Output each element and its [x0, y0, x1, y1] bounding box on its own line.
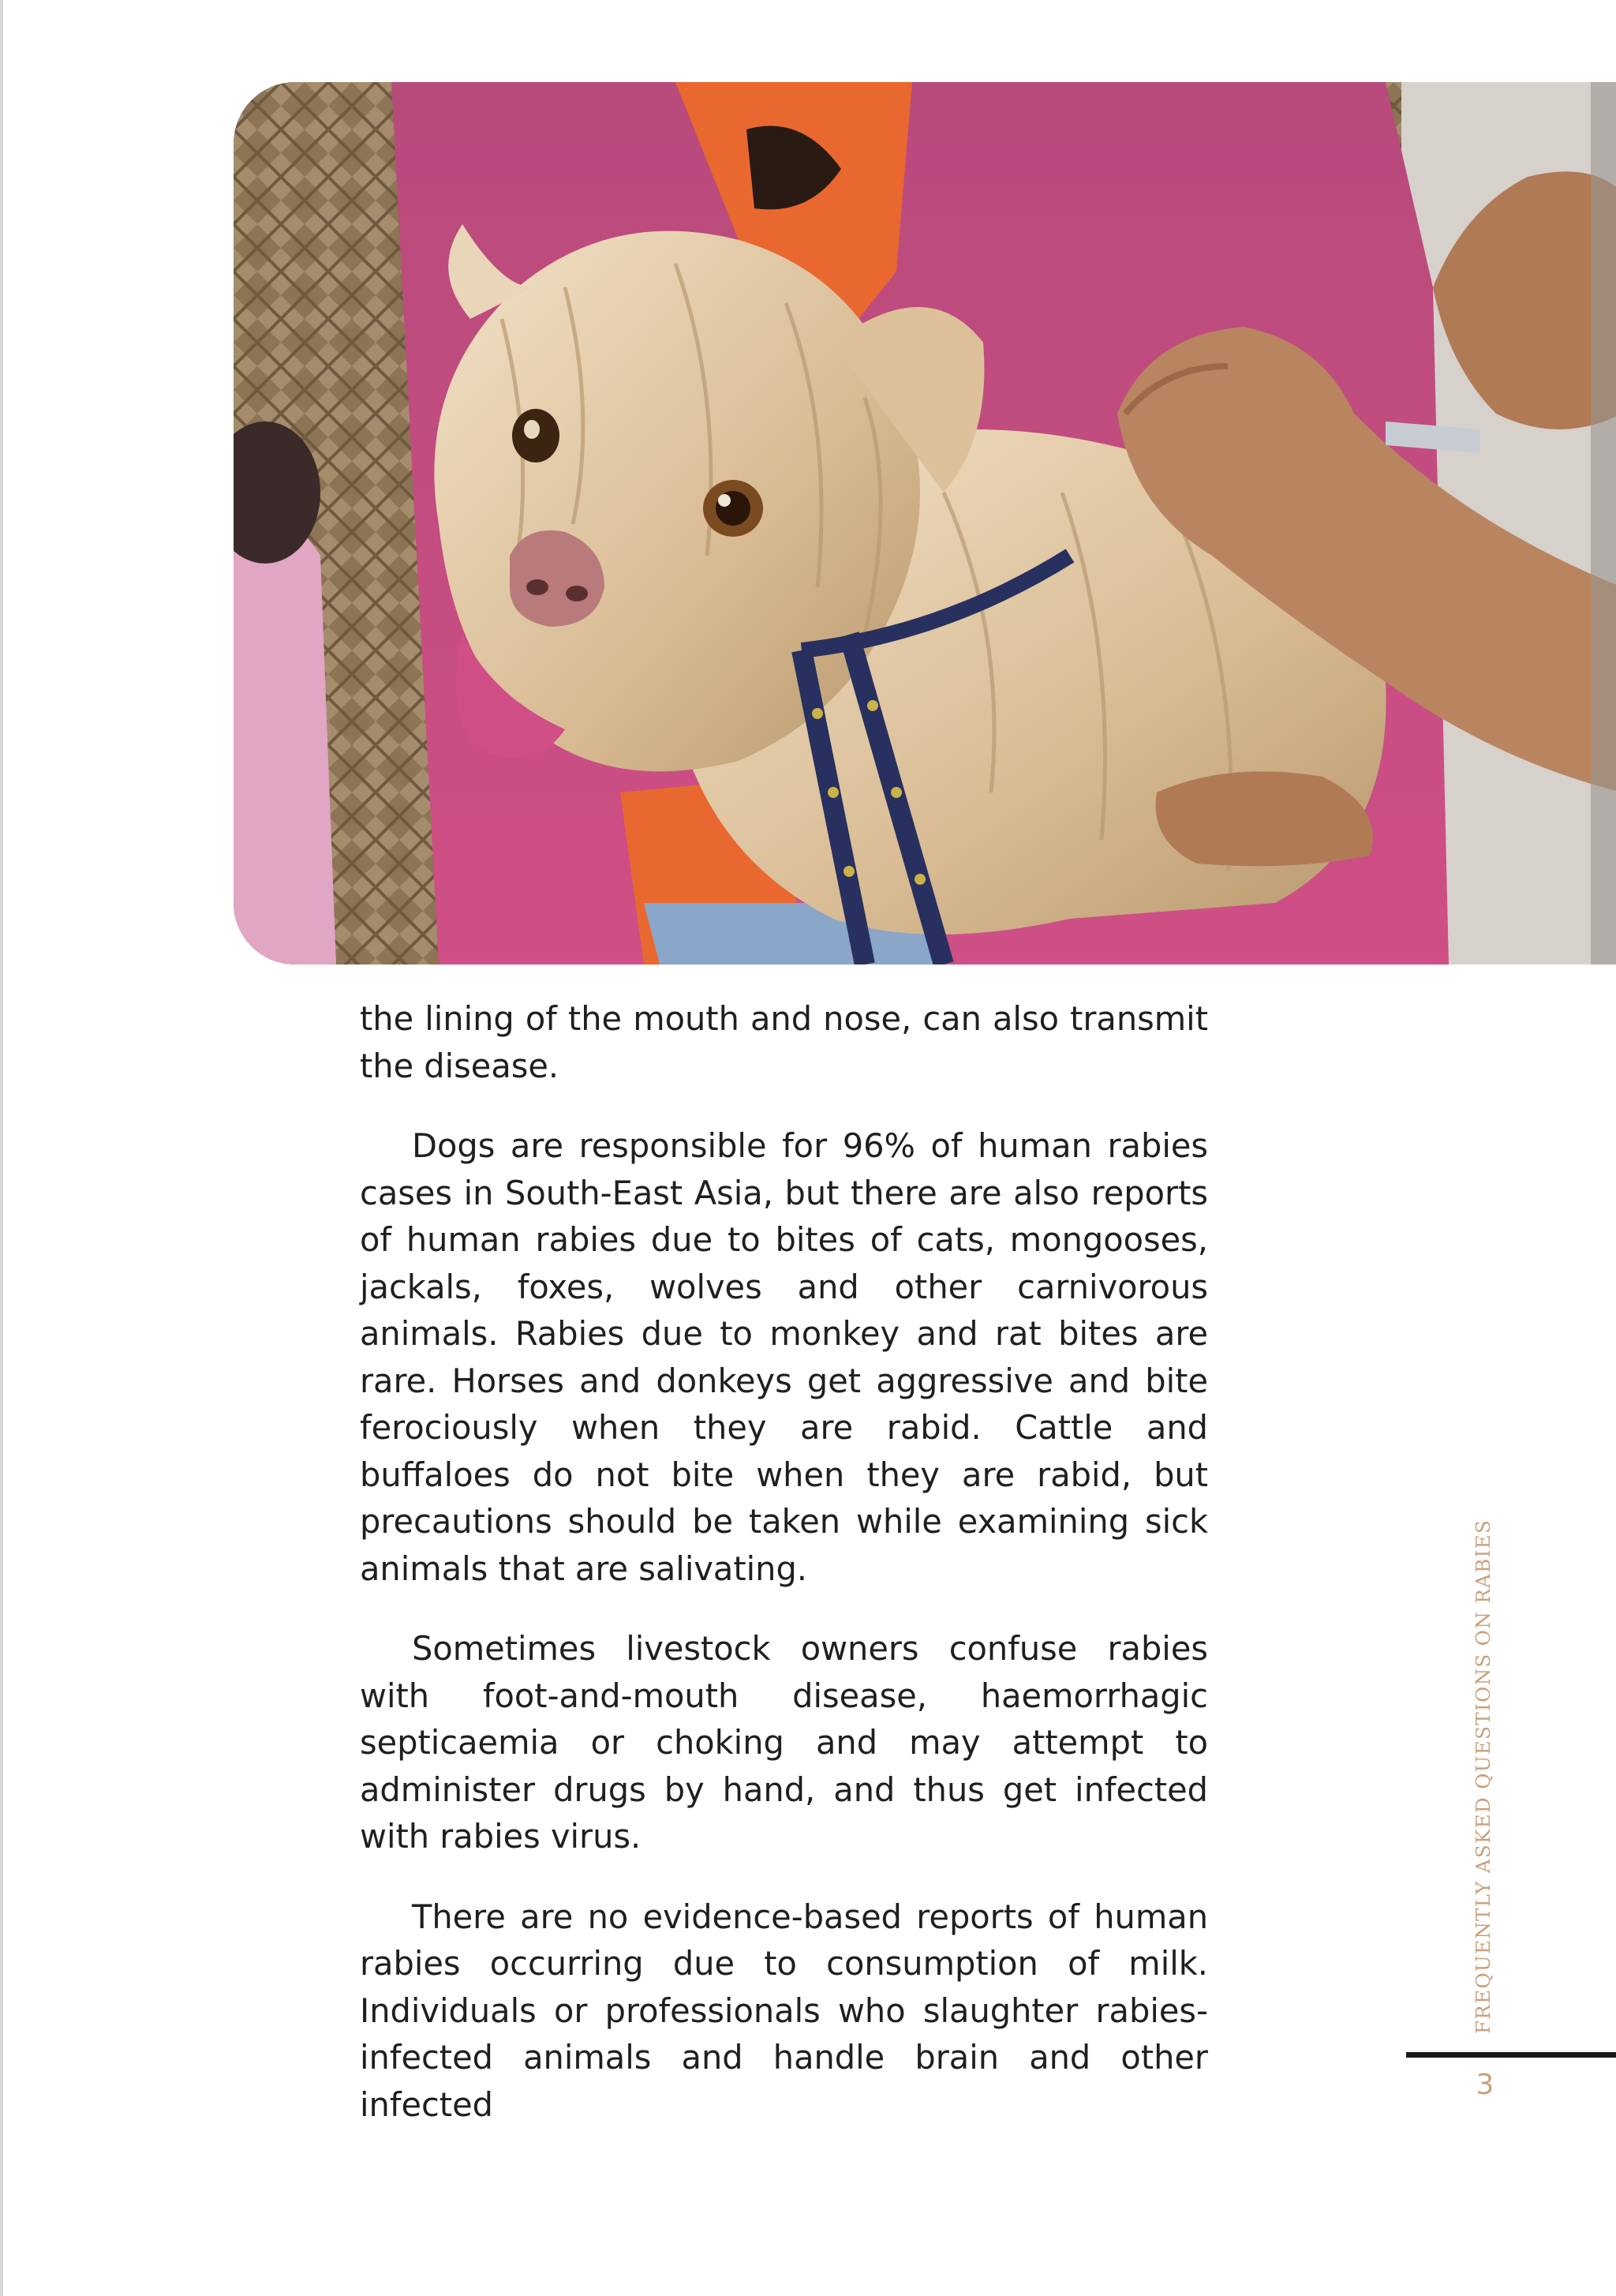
running-title: FREQUENTLY ASKED QUESTIONS ON RABIES	[1472, 1519, 1494, 2034]
page-edge	[0, 0, 3, 2296]
paragraph-2: Dogs are responsible for 96% of human rabies cases in South-East Asia, but there are also reports of human rabies due to bites of cats, mongooses, jackals, foxes, wolves and other carnivorous animals. Rabies due to monkey and rat bites are rare. Horses and donkeys get aggressive and bite ferociously when they are rabid. Cattle and buffaloes do not bite when they are rabid, but precautions should be taken while examining sick animals that are salivating.	[360, 1126, 1208, 1588]
page-number-rule	[1406, 2052, 1616, 2058]
paragraph-1: the lining of the mouth and nose, can also transmit the disease.	[360, 999, 1208, 1085]
dog-photo-illustration	[234, 82, 1616, 964]
paragraph-3: Sometimes livestock owners confuse rabies with foot-and-mouth disease, haemorrhagic septicaemia or choking and may attempt to administer drugs by hand, and thus get infected with rabies virus.	[360, 1629, 1208, 1856]
page-number: 3	[1476, 2069, 1494, 2101]
body-text	[360, 995, 1208, 2161]
paragraph-4: There are no evidence-based reports of human rabies occurring due to consumption of milk. Individuals or professionals who slaughter rabies-infected animals and handle brain and other infected	[360, 1897, 1208, 2124]
dog-photo	[234, 82, 1616, 964]
